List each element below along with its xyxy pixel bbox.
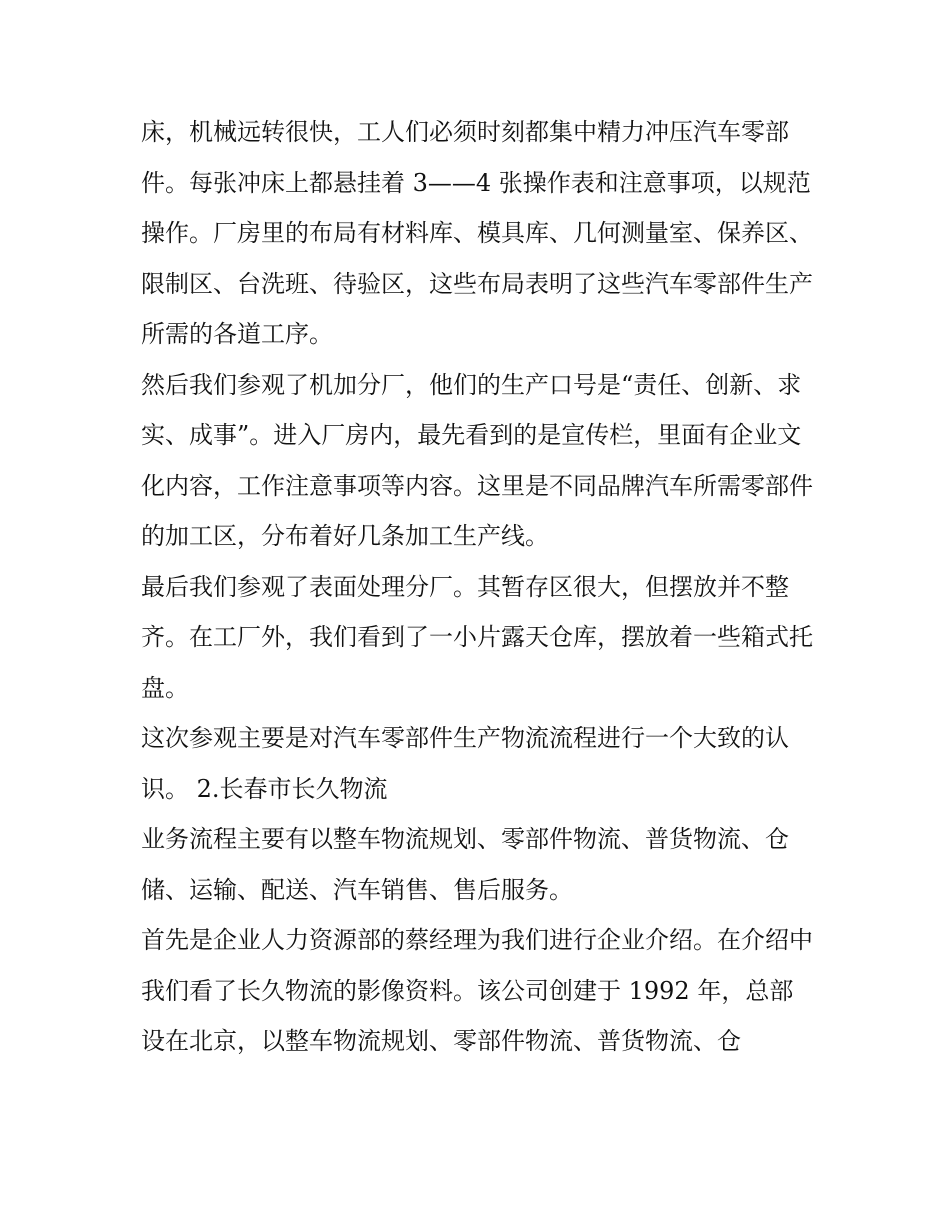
paragraph-machining-plant: 然后我们参观了机加分厂，他们的生产口号是“责任、创新、求实、成事”。进入厂房内，最先看到的是宣传栏，里面有企业文化内容，工作注意事项等内容。这里是不同品牌汽车所需零部件的加工区，分布着好几条加工生产线。: [141, 370, 813, 550]
paragraph-business-process: 业务流程主要有以整车物流规划、零部件物流、普货物流、仓储、运输、配送、汽车销售、售后服务。: [141, 825, 789, 904]
paragraph-visit-summary: 这次参观主要是对汽车零部件生产物流流程进行一个大致的认识。 2.长春市长久物流: [141, 724, 789, 803]
paragraph-stamping-workshop: 床，机械远转很快，工人们必须时刻都集中精力冲压汽车零部件。每张冲床上都悬挂着 3——4 张操作表和注意事项，以规范操作。厂房里的布局有材料库、模具库、几何测量室、保养区、限制区、台洗班、待验区，这些布局表明了这些汽车零部件生产所需的各道工序。: [141, 118, 813, 348]
document-body: [141, 107, 813, 1067]
paragraph-surface-treatment: 最后我们参观了表面处理分厂。其暂存区很大，但摆放并不整齐。在工厂外，我们看到了一小片露天仓库，摆放着一些箱式托盘。: [141, 572, 813, 702]
paragraph-company-intro: 首先是企业人力资源部的蔡经理为我们进行企业介绍。在介绍中我们看了长久物流的影像资料。该公司创建于 1992 年，总部设在北京，以整车物流规划、零部件物流、普货物流、仓: [141, 926, 813, 1055]
